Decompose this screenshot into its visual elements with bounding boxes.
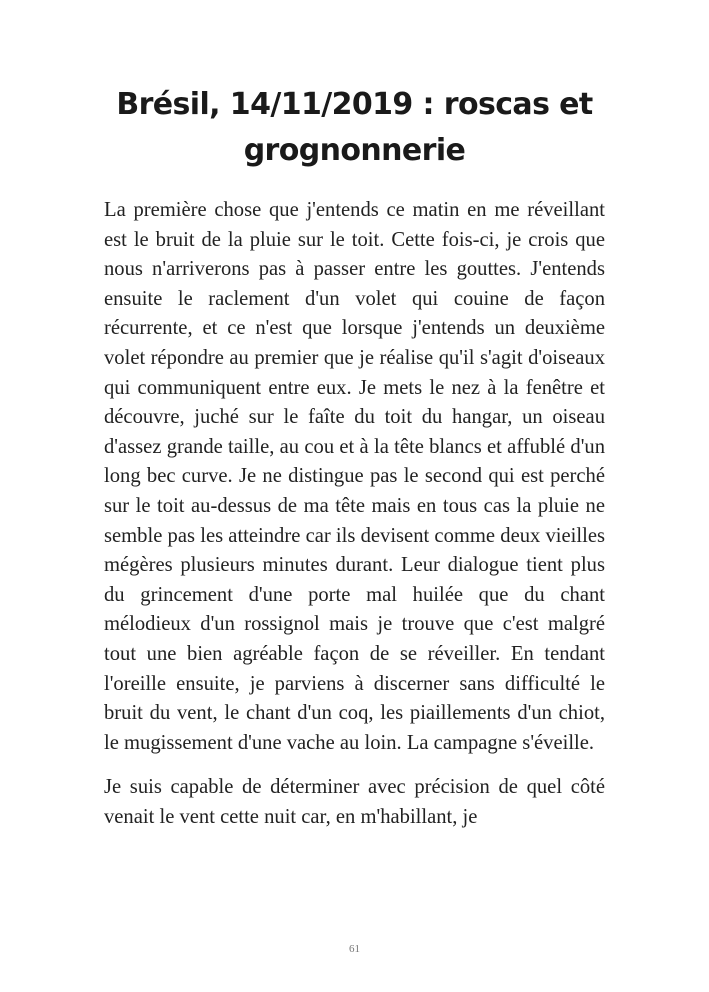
page-number: 61 [349,943,360,955]
paragraph: La première chose que j'entends ce matin en me réveillant est le bruit de la pluie sur le toit. Cette fois-ci, je crois que nous n'arriverons pas à passer entre les gouttes. J'entends ensuite le raclement d'un volet qui couine de façon récurrente, et ce n'est que lorsque j'entends un deuxième volet répondre au premier que je réalise qu'il s'agit d'oiseaux qui communiquent entre eux. Je mets le nez à la fenêtre et découvre, juché sur le faîte du toit du hangar, un oiseau d'assez grande taille, au cou et à la tête blancs et affublé d'un long bec curve. Je ne distingue pas le second qui est perché sur le toit au-dessus de ma tête mais en tous cas la pluie ne semble pas les atteindre car ils devisent comme deux vieilles mégères plusieurs minutes durant. Leur dialogue tient plus du grincement d'une porte mal huilée que du chant mélodieux d'un rossignol mais je trouve que c'est malgré tout une bien agréable façon de se réveiller. En tendant l'oreille ensuite, je parviens à discerner sans difficulté le bruit du vent, le chant d'un coq, les piaillements d'un chiot, le mugissement d'une vache au loin. La campagne s'éveille. [104,199,605,754]
body-text [104,196,605,847]
page-title: Brésil, 14/11/2019 : roscas et grognonnerie [116,87,593,168]
paragraph: Je suis capable de déterminer avec précision de quel côté venait le vent cette nuit car, en m'habillant, je [104,776,605,828]
